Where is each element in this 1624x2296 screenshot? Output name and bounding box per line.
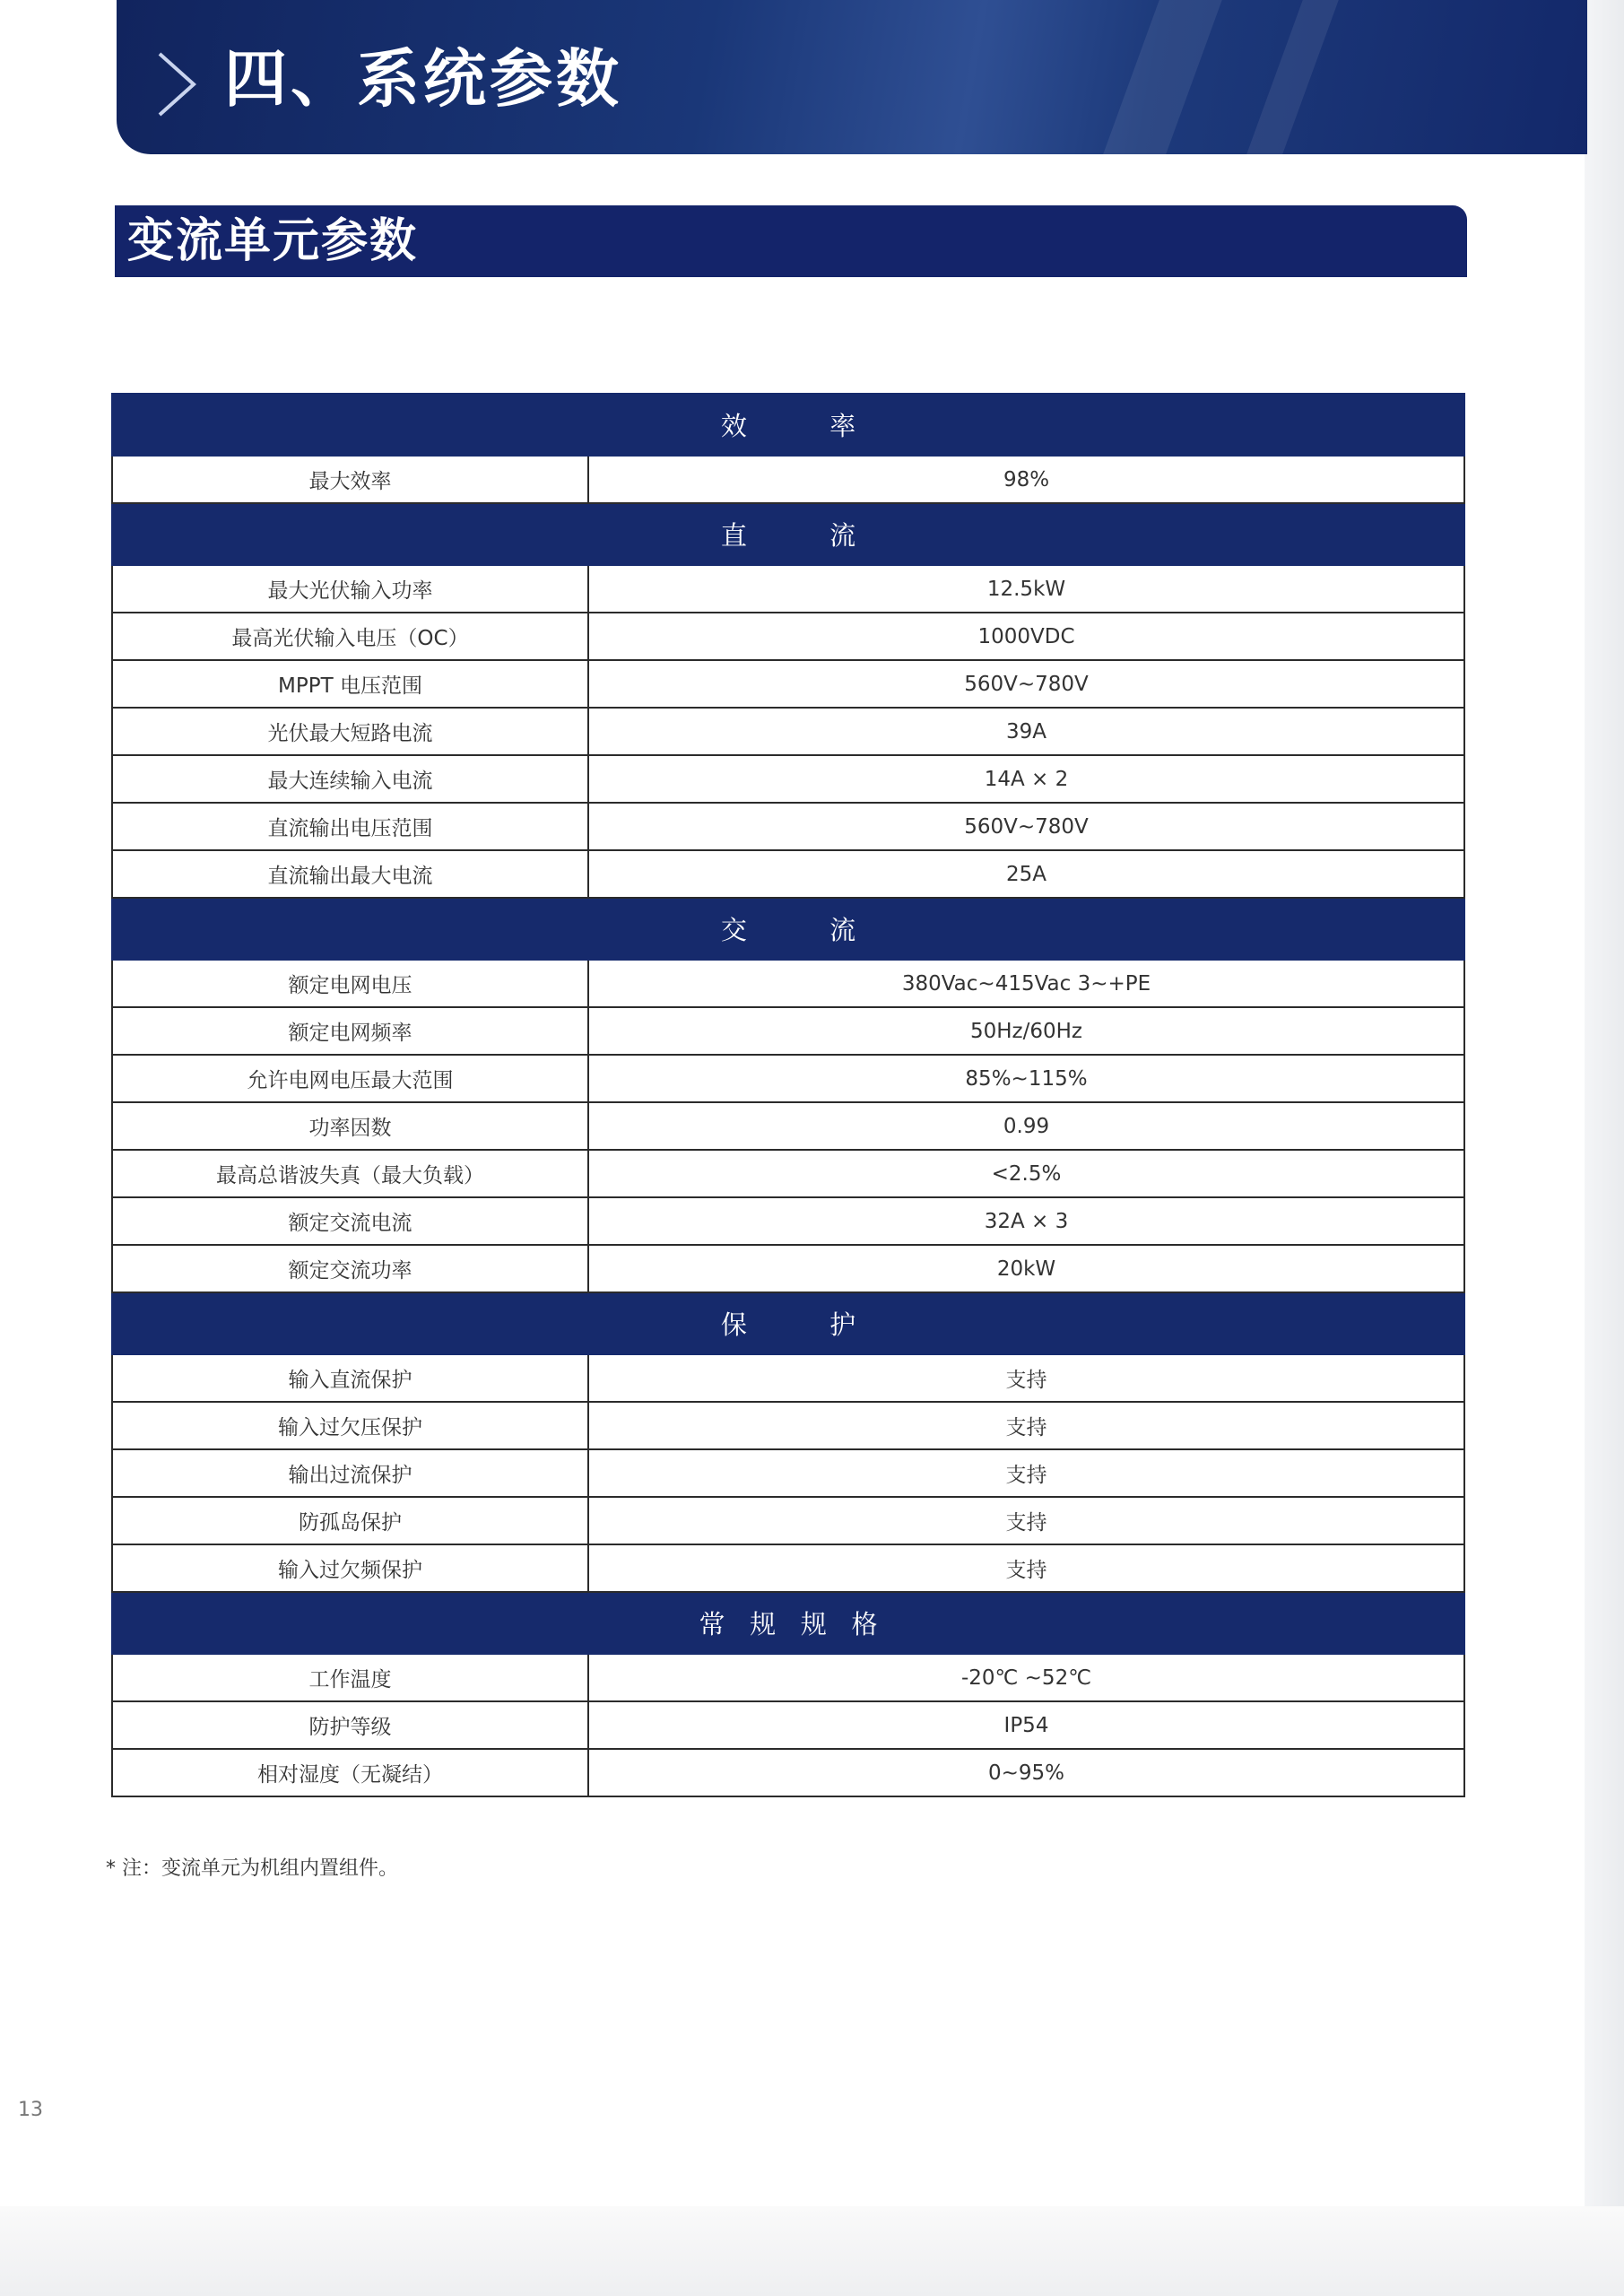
group-header-cell — [112, 503, 1464, 565]
param-value: 560V~780V — [588, 660, 1464, 708]
param-label: 输入过欠压保护 — [112, 1402, 588, 1449]
param-label: 直流输出电压范围 — [112, 803, 588, 850]
table-group-header — [112, 503, 1464, 565]
param-label: MPPT 电压范围 — [112, 660, 588, 708]
scan-edge-bottom — [0, 2206, 1624, 2296]
param-value: 32A × 3 — [588, 1197, 1464, 1245]
group-title: 保 护 — [720, 1309, 856, 1340]
param-label: 额定电网频率 — [112, 1007, 588, 1055]
param-label: 防孤岛保护 — [112, 1497, 588, 1544]
table-group-header — [112, 394, 1464, 456]
param-value: 98% — [588, 456, 1464, 503]
group-header-cell — [112, 898, 1464, 960]
param-label: 额定交流电流 — [112, 1197, 588, 1245]
table-row — [112, 1701, 1464, 1749]
table-row — [112, 1497, 1464, 1544]
group-title: 常 规 规 格 — [699, 1609, 878, 1639]
table-row — [112, 1402, 1464, 1449]
table-row — [112, 456, 1464, 503]
group-header-cell — [112, 1292, 1464, 1354]
table-row — [112, 1749, 1464, 1796]
banner-light-streak — [1231, 0, 1352, 154]
table-row — [112, 565, 1464, 613]
table-row — [112, 1449, 1464, 1497]
group-title: 效 率 — [720, 411, 856, 441]
table-row — [112, 1102, 1464, 1150]
table-row — [112, 1197, 1464, 1245]
table-group-header — [112, 1292, 1464, 1354]
table-row — [112, 1654, 1464, 1701]
table-row — [112, 1150, 1464, 1197]
chevron-right-icon — [151, 48, 204, 120]
table-group-header — [112, 898, 1464, 960]
param-value: 14A × 2 — [588, 755, 1464, 803]
table-row — [112, 803, 1464, 850]
param-value: 支持 — [588, 1544, 1464, 1592]
param-value: 25A — [588, 850, 1464, 898]
param-label: 额定交流功率 — [112, 1245, 588, 1292]
param-value: 85%~115% — [588, 1055, 1464, 1102]
param-label: 最大连续输入电流 — [112, 755, 588, 803]
page-number: 13 — [18, 2099, 43, 2121]
param-label: 光伏最大短路电流 — [112, 708, 588, 755]
table-row — [112, 1544, 1464, 1592]
param-label: 工作温度 — [112, 1654, 588, 1701]
group-title: 直 流 — [720, 520, 856, 551]
param-value: 1000VDC — [588, 613, 1464, 660]
param-label: 最大效率 — [112, 456, 588, 503]
param-value: <2.5% — [588, 1150, 1464, 1197]
param-value: 560V~780V — [588, 803, 1464, 850]
param-label: 直流输出最大电流 — [112, 850, 588, 898]
spec-table-body — [112, 394, 1464, 1796]
param-value: 50Hz/60Hz — [588, 1007, 1464, 1055]
param-value: -20℃ ~52℃ — [588, 1654, 1464, 1701]
param-label: 相对湿度（无凝结） — [112, 1749, 588, 1796]
param-value: 380Vac~415Vac 3~+PE — [588, 960, 1464, 1007]
group-header-cell — [112, 394, 1464, 456]
table-row — [112, 960, 1464, 1007]
table-row — [112, 1354, 1464, 1402]
banner-light-streak — [1088, 0, 1236, 154]
table-row — [112, 660, 1464, 708]
param-value: IP54 — [588, 1701, 1464, 1749]
param-value: 支持 — [588, 1449, 1464, 1497]
param-label: 输出过流保护 — [112, 1449, 588, 1497]
chapter-title: 四、系统参数 — [224, 42, 622, 116]
param-value: 支持 — [588, 1402, 1464, 1449]
table-row — [112, 613, 1464, 660]
param-label: 输入直流保护 — [112, 1354, 588, 1402]
section-title: 变流单元参数 — [127, 214, 419, 268]
table-row — [112, 1055, 1464, 1102]
table-row — [112, 708, 1464, 755]
param-label: 额定电网电压 — [112, 960, 588, 1007]
table-group-header — [112, 1592, 1464, 1654]
table-row — [112, 1245, 1464, 1292]
table-row — [112, 1007, 1464, 1055]
param-value: 支持 — [588, 1354, 1464, 1402]
param-value: 0.99 — [588, 1102, 1464, 1150]
param-value: 20kW — [588, 1245, 1464, 1292]
param-label: 输入过欠频保护 — [112, 1544, 588, 1592]
group-header-cell — [112, 1592, 1464, 1654]
chapter-banner — [117, 0, 1587, 154]
param-label: 最大光伏输入功率 — [112, 565, 588, 613]
param-label: 功率因数 — [112, 1102, 588, 1150]
param-label: 允许电网电压最大范围 — [112, 1055, 588, 1102]
footnote: * 注：变流单元为机组内置组件。 — [106, 1857, 398, 1880]
section-bar — [115, 205, 1467, 277]
param-value: 12.5kW — [588, 565, 1464, 613]
scan-edge-right — [1585, 0, 1624, 2296]
spec-table — [111, 393, 1465, 1797]
param-value: 支持 — [588, 1497, 1464, 1544]
param-label: 最高总谐波失真（最大负载） — [112, 1150, 588, 1197]
param-value: 39A — [588, 708, 1464, 755]
param-value: 0~95% — [588, 1749, 1464, 1796]
group-title: 交 流 — [720, 915, 856, 945]
table-row — [112, 755, 1464, 803]
param-label: 防护等级 — [112, 1701, 588, 1749]
table-row — [112, 850, 1464, 898]
param-label: 最高光伏输入电压（OC） — [112, 613, 588, 660]
